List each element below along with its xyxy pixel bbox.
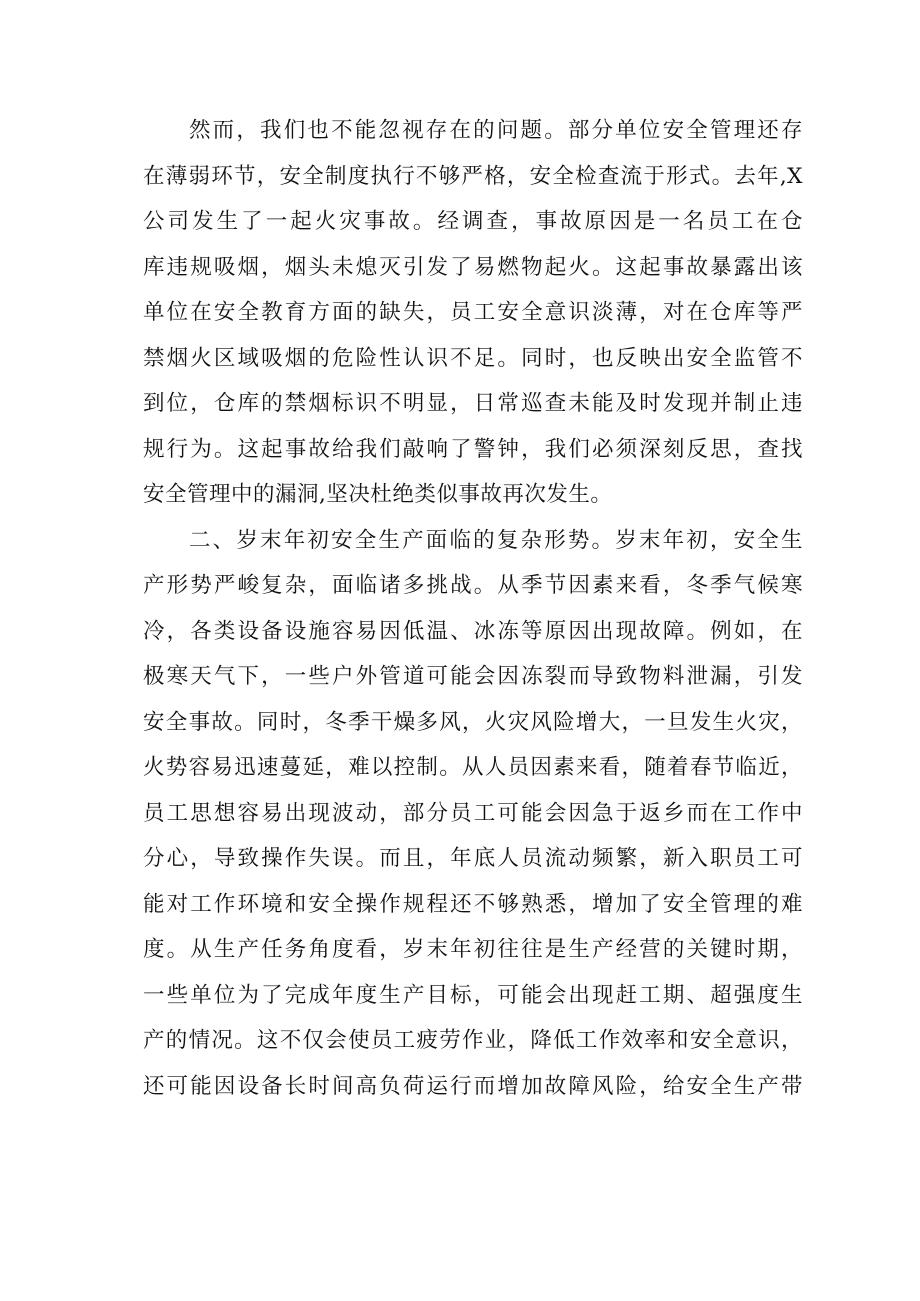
paragraph-line: 产形势严峻复杂，面临诸多挑战。从季节因素来看，冬季气候寒 [143, 573, 803, 598]
paragraph-line: 库违规吸烟，烟头未熄灭引发了易燃物起火。这起事故暴露出该 [143, 254, 803, 280]
paragraph-complex-situation [143, 518, 803, 1110]
paragraph-line: 然而，我们也不能忽视存在的问题。部分单位安全管理还存 [189, 118, 803, 143]
paragraph-line: 员工思想容易出现波动，部分员工可能会因急于返乡而在工作中 [143, 800, 803, 826]
paragraph-line: 规行为。这起事故给我们敲响了警钟，我们必须深刻反思，查找 [143, 436, 803, 462]
section-heading-line: 二、岁末年初安全生产面临的复杂形势。岁末年初，安全生 [189, 527, 803, 553]
paragraph-line: 一些单位为了完成年度生产目标，可能会出现赶工期、超强度生 [143, 982, 803, 1008]
paragraph-line: 安全事故。同时，冬季干燥多风，火灾风险增大，一旦发生火灾， [143, 709, 803, 735]
paragraph-existing-problems [143, 108, 803, 518]
paragraph-line: 安全管理中的漏洞,坚决杜绝类似事故再次发生。 [143, 482, 613, 507]
document-body [143, 108, 803, 1109]
paragraph-line: 极寒天气下，一些户外管道可能会因冻裂而导致物料泄漏，引发 [143, 664, 803, 689]
paragraph-line: 公司发生了一起火灾事故。经调查，事故原因是一名员工在仓 [143, 209, 803, 234]
paragraph-line: 分心，导致操作失误。而且，年底人员流动频繁，新入职员工可 [143, 846, 803, 871]
paragraph-line: 度。从生产任务角度看，岁末年初往往是生产经营的关键时期， [143, 937, 803, 962]
paragraph-line: 到位，仓库的禁烟标识不明显，日常巡查未能及时发现并制止违 [143, 391, 803, 416]
paragraph-line: 单位在安全教育方面的缺失，员工安全意识淡薄，对在仓库等严 [143, 300, 803, 325]
paragraph-line: 火势容易迅速蔓延，难以控制。从人员因素来看，随着春节临近， [143, 755, 803, 780]
paragraph-line: 冷，各类设备设施容易因低温、冰冻等原因出现故障。例如，在 [143, 618, 803, 644]
paragraph-line: 能对工作环境和安全操作规程还不够熟悉，增加了安全管理的难 [143, 891, 803, 917]
paragraph-line: 还可能因设备长时间高负荷运行而增加故障风险，给安全生产带 [143, 1073, 803, 1099]
paragraph-line: 禁烟火区域吸烟的危险性认识不足。同时，也反映出安全监管不 [143, 345, 803, 371]
paragraph-line: 产的情况。这不仅会使员工疲劳作业，降低工作效率和安全意识， [143, 1028, 803, 1053]
paragraph-line: 在薄弱环节，安全制度执行不够严格，安全检查流于形式。去年,X [143, 163, 803, 189]
